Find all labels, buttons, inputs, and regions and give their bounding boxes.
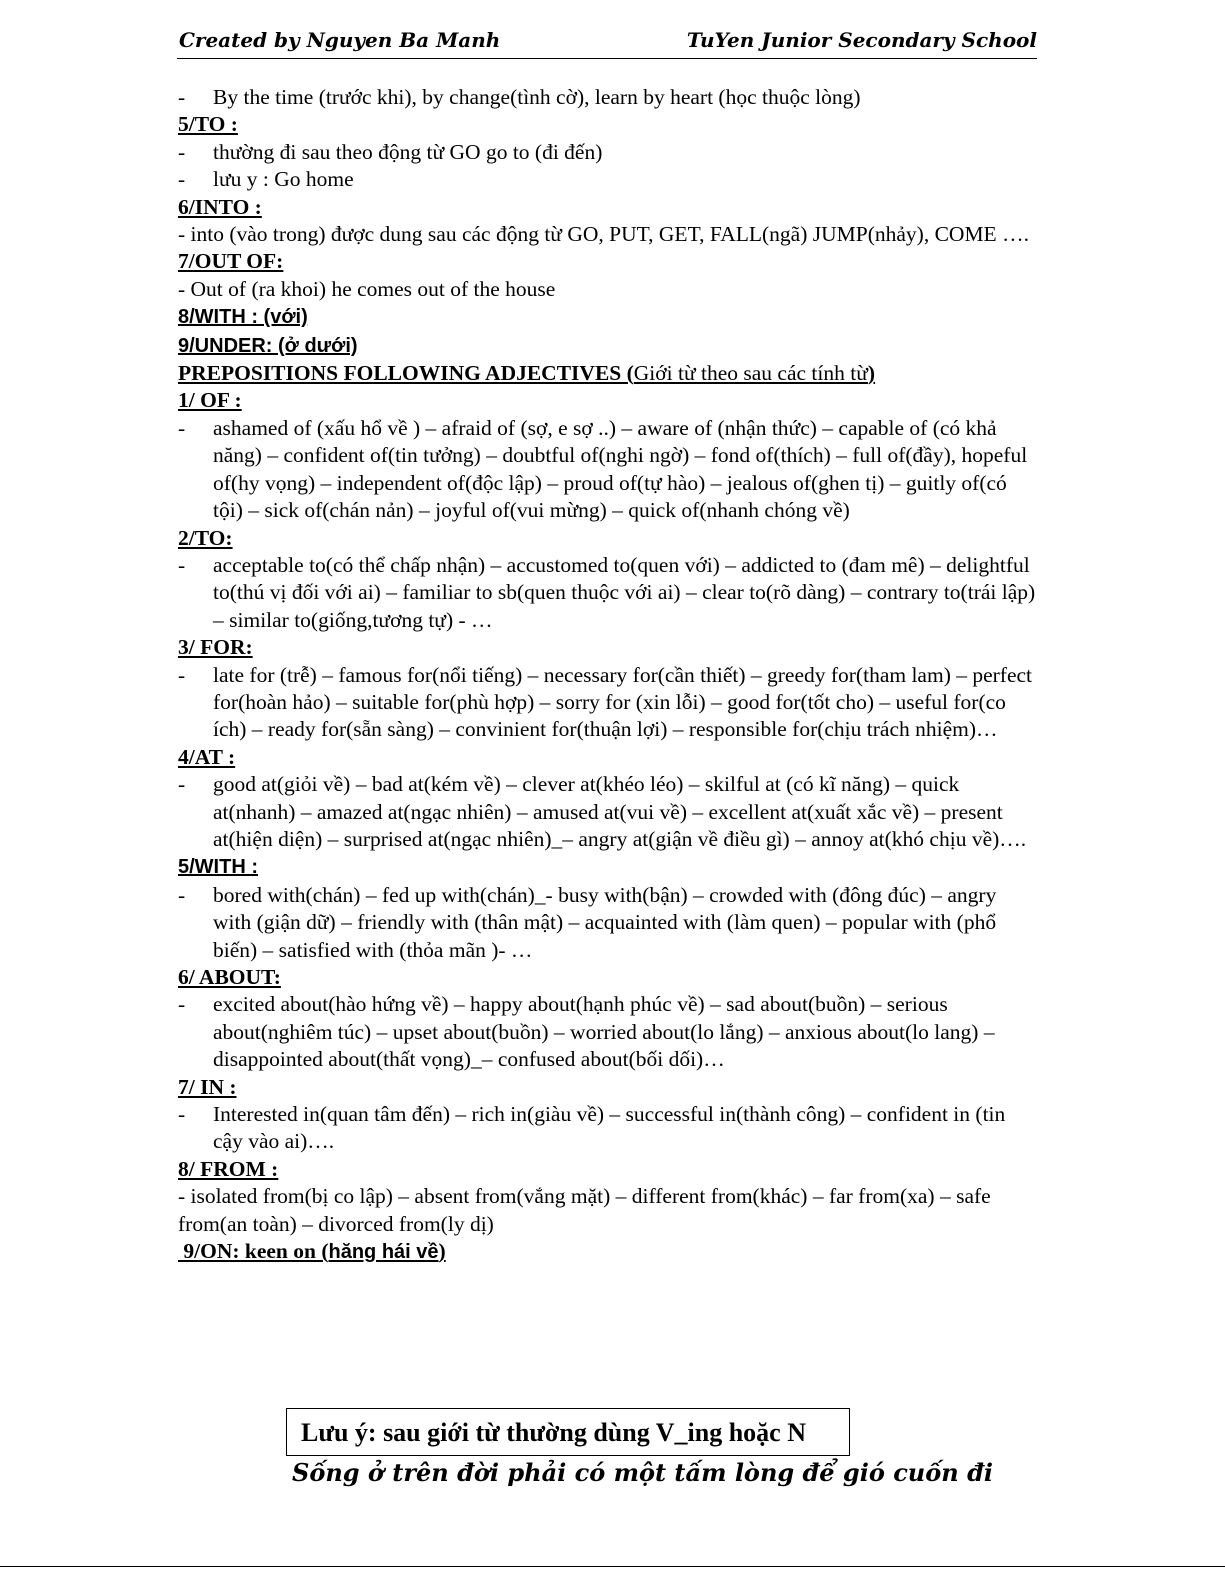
section-heading: 5/TO :: [178, 112, 238, 137]
author-credit: Created by Nguyen Ba Manh: [179, 28, 501, 52]
section-heading: 5/WITH :: [178, 856, 258, 879]
bullet-dash: -: [178, 992, 186, 1017]
bullet-dash: -: [178, 167, 186, 192]
list-item: [178, 84, 1038, 111]
section-heading: 3/ FOR:: [178, 635, 253, 660]
section-heading-row: [178, 964, 1038, 991]
paragraph: - Out of (ra khoi) he comes out of the house: [178, 276, 556, 301]
section-heading: 2/TO:: [178, 525, 233, 550]
section-heading-row: [178, 744, 1038, 771]
heading-part: 9/ON: keen on (: [178, 1239, 329, 1264]
section-heading: 6/INTO :: [178, 194, 262, 219]
note-box: Lưu ý: sau giới từ thường dùng V_ing hoặc N: [286, 1408, 850, 1456]
list-item-text: Interested in(quan tâm đến) – rich in(giàu về) – successful in(thành công) – confident in (tin cậy vào ai)….: [213, 1102, 1006, 1154]
bullet-dash: -: [178, 139, 186, 164]
document-body: [178, 84, 1038, 1266]
footer-rule: [0, 1566, 1225, 1567]
section-heading-row: [178, 1156, 1038, 1183]
section-heading-row: [178, 1074, 1038, 1101]
section-heading-row: [178, 387, 1038, 414]
list-item-text: acceptable to(có thể chấp nhận) – accustomed to(quen với) – addicted to (đam mê) – delightful to(thú vị đối với ai) – familiar to sb(quen thuộc với ai) – clear to(rõ dàng) – contrary to(trái lập) – similar to(giống,tương tự) - …: [213, 552, 1036, 632]
list-item-text: By the time (trước khi), by change(tình cờ), learn by heart (học thuộc lòng): [213, 85, 861, 109]
section-heading-row: [178, 525, 1038, 552]
section-heading-row: [178, 303, 1038, 331]
section-heading: 6/ ABOUT:: [178, 965, 281, 989]
school-name: TuYen Junior Secondary School: [686, 28, 1037, 52]
list-item: [178, 771, 1038, 853]
list-item: [178, 662, 1038, 744]
list-item-text: bored with(chán) – fed up with(chán)_- busy with(bận) – crowded with (đông đúc) – angry with (giận dữ) – friendly with (thân mật) – acquainted with (làm quen) – popular with (phổ biến) – satisfied with (thỏa mãn )- …: [213, 882, 997, 962]
list-item-text: excited about(hào hứng về) – happy about(hạnh phúc về) – sad about(buồn) – serious about(nghiêm túc) – upset about(buồn) – worried about(lo lắng) – anxious about(lo lang) – disappointed about(thất vọng)_– confused about(bối dối)…: [213, 992, 995, 1072]
section-heading: 7/ IN :: [178, 1074, 237, 1099]
list-item-text: ashamed of (xấu hổ về ) – afraid of (sợ, e sợ ..) – aware of (nhận thức) – capable of (có khả năng) – confident of(tin tưởng) – doubtful of(nghi ngờ) – fond of(thích) – full of(đầy), hopeful of(hy vọng) – independent of(độc lập) – proud of(tự hào) – jealous of(ghen tị) – guitly of(có tội) – sick of(chán nản) – joyful of(vui mừng) – quick of(nhanh chóng về): [213, 415, 1028, 523]
section-heading: 8/WITH : (với): [178, 306, 308, 329]
motto-text: Sống ở trên đời phải có một tấm lòng để gió cuốn đi: [292, 1458, 993, 1487]
bullet-dash: -: [178, 882, 186, 907]
list-item-text: late for (trễ) – famous for(nổi tiếng) – necessary for(cần thiết) – greedy for(tham lam) – perfect for(hoàn hảo) – suitable for(phù hợp) – sorry for (xin lỗi) – good for(tốt cho) – useful for(co ích) – ready for(sẵn sàng) – convinient for(thuận lợi) – responsible for(chịu trách nhiệm)…: [213, 662, 1033, 742]
list-item-text: thường đi sau theo động từ GO go to (đi đến): [213, 139, 603, 164]
section-heading-row: [178, 634, 1038, 661]
section-heading: 9/UNDER: (ở dưới): [178, 334, 358, 357]
section-heading-row: [178, 248, 1038, 275]
section-heading-row: [178, 1238, 1038, 1266]
section-title-bold: PREPOSITIONS FOLLOWING ADJECTIVES (: [178, 361, 634, 386]
list-item-text: good at(giỏi về) – bad at(kém về) – clever at(khéo léo) – skilful at (có kĩ năng) – quick at(nhanh) – amazed at(ngạc nhiên) – amused at(vui về) – excellent at(xuất xắc về) – present at(hiện diện) – surprised at(ngạc nhiên)_– angry at(giận về điều gì) – annoy at(khó chịu về)….: [213, 772, 1027, 851]
section-heading: 7/OUT OF:: [178, 249, 284, 274]
bullet-dash: -: [178, 662, 186, 687]
list-item: [178, 166, 1038, 193]
list-item: [178, 882, 1038, 964]
bullet-dash: -: [178, 85, 186, 109]
section-heading-row: [178, 853, 1038, 881]
section-heading-row: [178, 111, 1038, 138]
heading-translation: hăng hái về: [328, 1241, 439, 1264]
paragraph: - into (vào trong) được dung sau các động từ GO, PUT, GET, FALL(ngã) JUMP(nhảy), COME ….: [178, 222, 1029, 247]
bullet-dash: -: [178, 552, 186, 577]
section-heading: 4/AT :: [178, 744, 236, 769]
list-item: [178, 1101, 1038, 1156]
section-heading-row: [178, 194, 1038, 221]
paragraph: - isolated from(bị co lập) – absent from(vắng mặt) – different from(khác) – far from(xa) – safe from(an toàn) – divorced from(ly dị): [178, 1184, 991, 1236]
section-title-tail: ): [867, 361, 876, 386]
heading-tail: ): [438, 1239, 446, 1264]
section-heading: 8/ FROM :: [178, 1156, 279, 1181]
bullet-dash: -: [178, 1102, 186, 1127]
bullet-dash: -: [178, 772, 186, 797]
list-item-text: lưu y : Go home: [213, 167, 354, 192]
section-title-translation: Giới từ theo sau các tính từ: [633, 361, 868, 386]
section-heading: 1/ OF :: [178, 388, 242, 413]
list-item: [178, 552, 1038, 634]
section-heading-row: [178, 332, 1038, 360]
list-item: [178, 991, 1038, 1073]
list-item: [178, 415, 1038, 525]
section-title: [178, 360, 1038, 387]
section-heading: [178, 1239, 446, 1263]
list-item: [178, 139, 1038, 166]
page-header: [177, 22, 1037, 59]
bullet-dash: -: [178, 415, 186, 440]
